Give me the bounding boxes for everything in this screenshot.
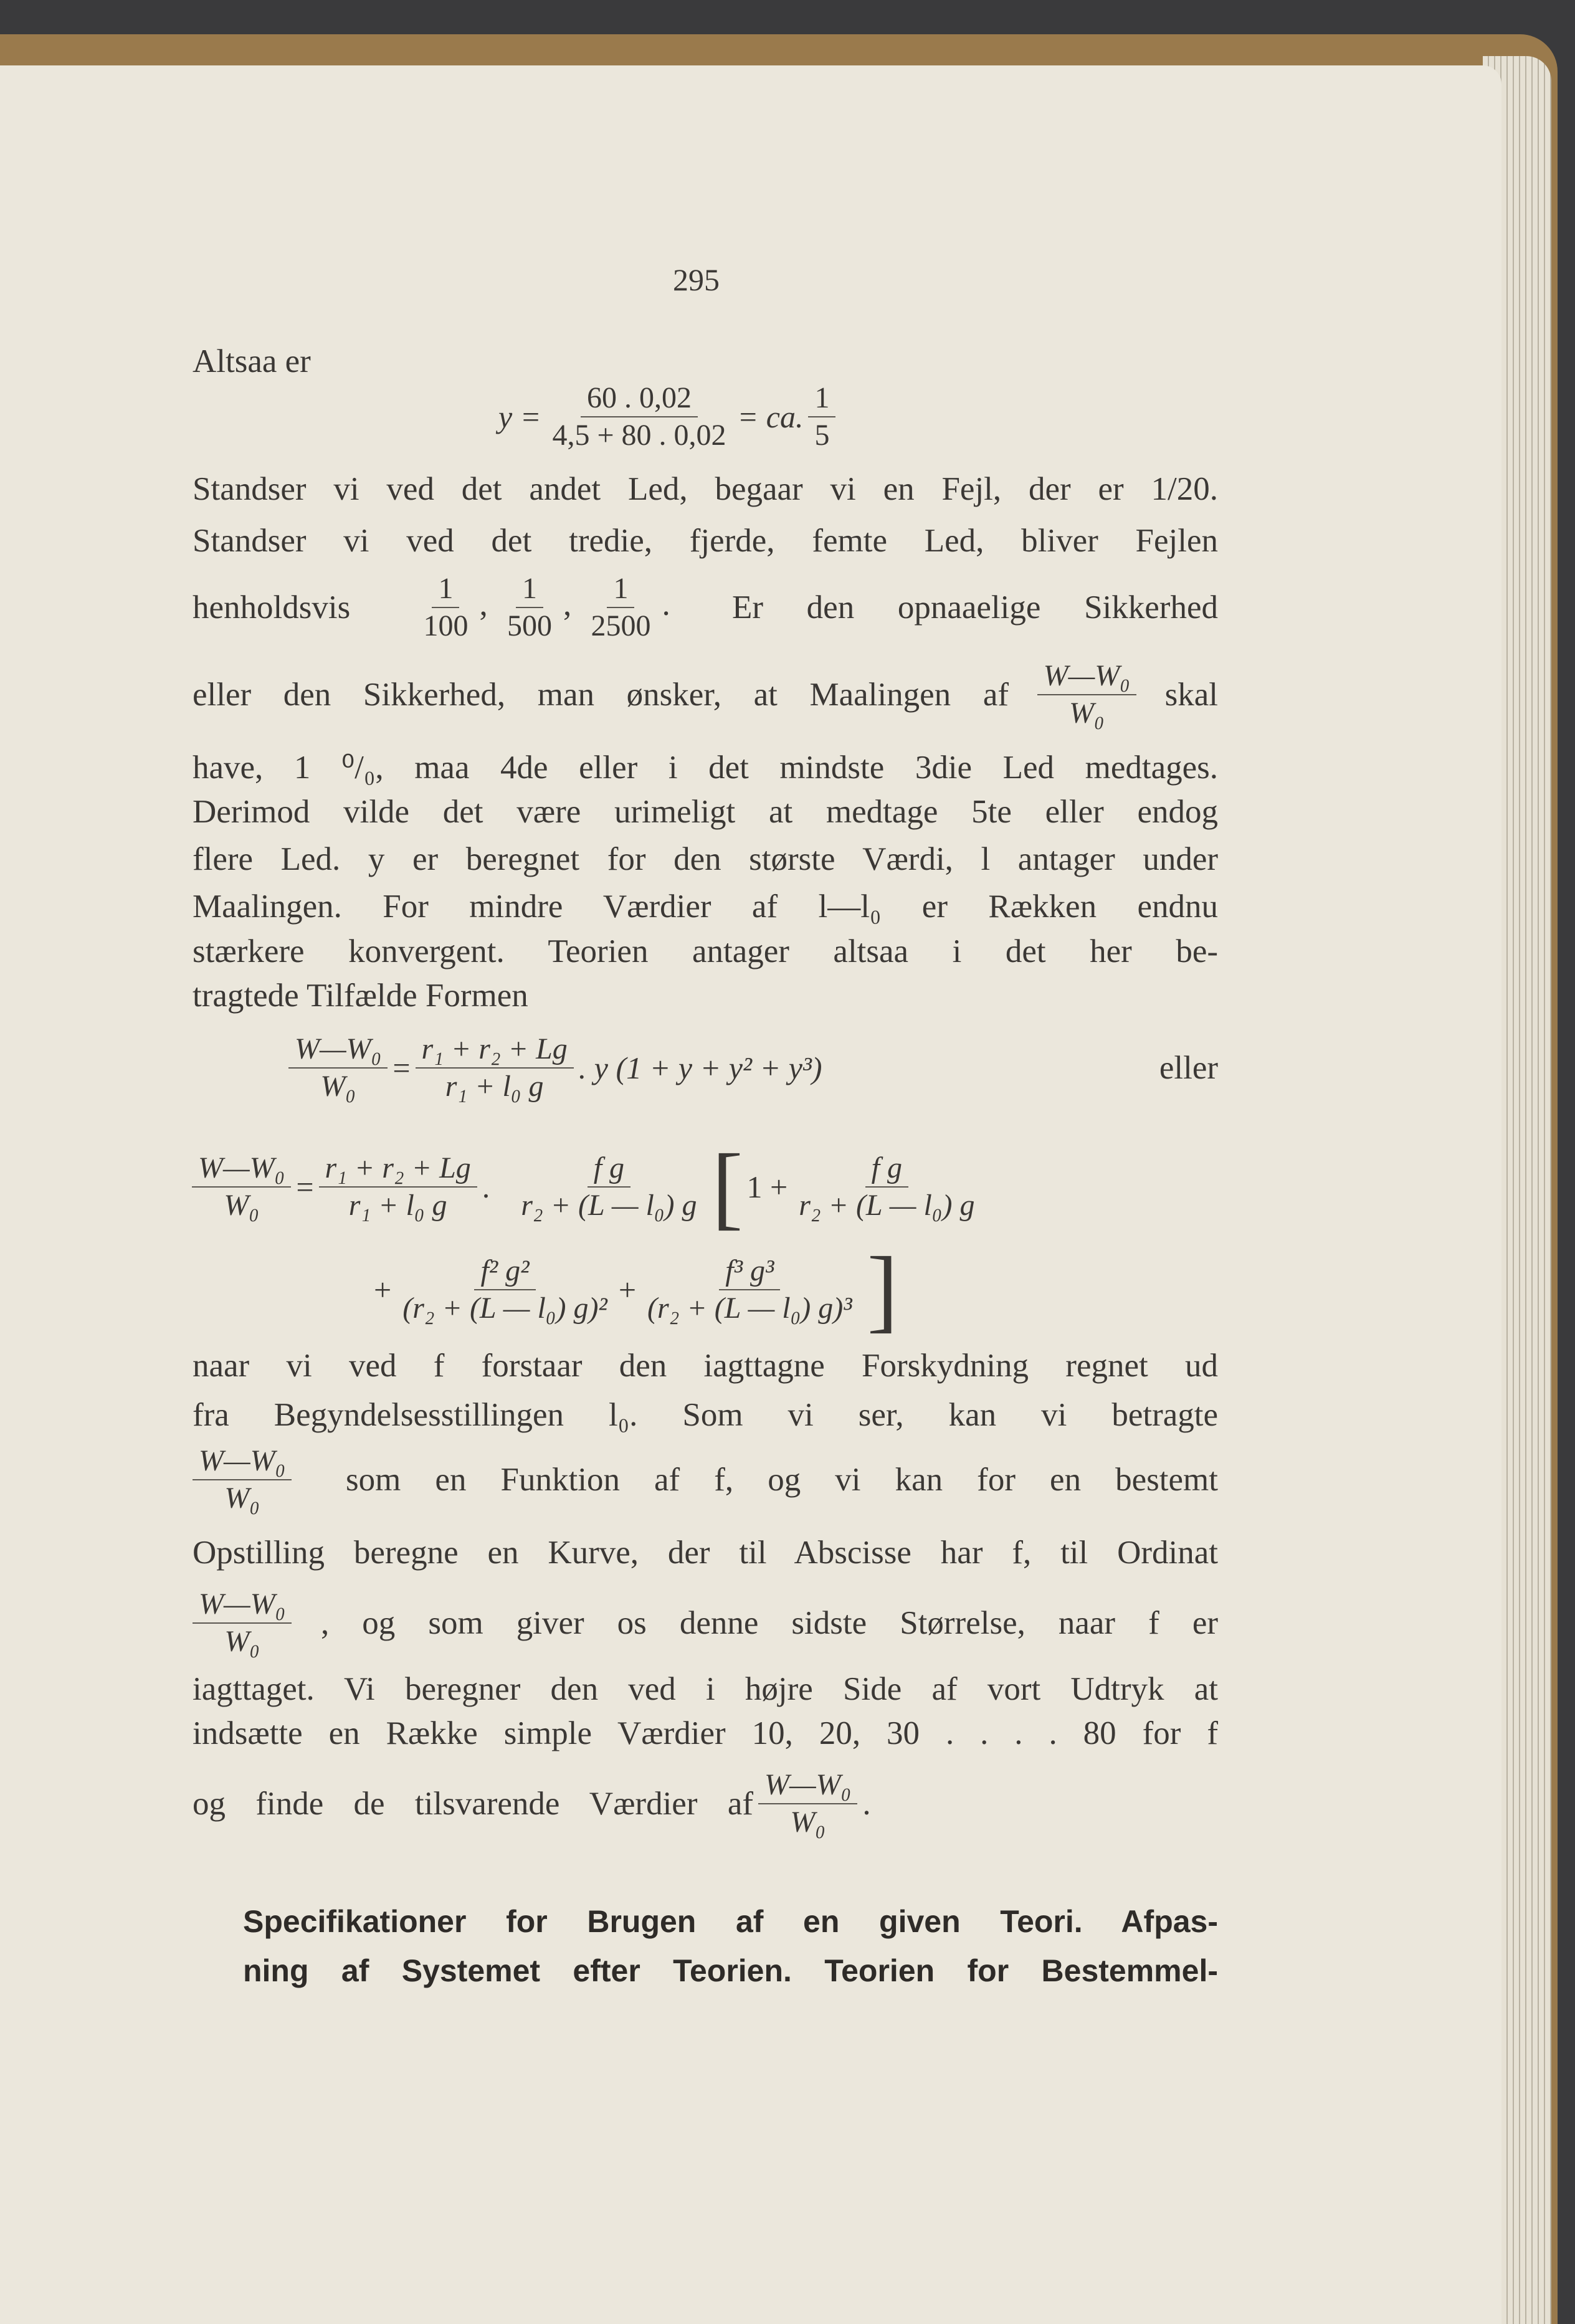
text-line: fra Begyndelsesstillingen l₀. Som vi ser, kan vi betragte [193, 1397, 1218, 1433]
text-line: Maalingen. For mindre Værdier af l—l₀ er Rækken endnu [193, 888, 1218, 925]
denominator: 2500 [591, 609, 651, 642]
eq-lhs: y = [498, 399, 541, 434]
fraction [641, 1253, 859, 1326]
denominator: (r₂ + (L — l₀) g)³ [647, 1292, 852, 1325]
right-bracket: ] [867, 1238, 898, 1341]
text: og finde de tilsvarende Værdier af [193, 1786, 753, 1822]
fraction [192, 1150, 291, 1224]
text: , og som giver os denne sidste Størrelse, naar f er [321, 1605, 1218, 1641]
text-line: Derimod vilde det være urimeligt at medtage 5te eller endog [193, 794, 1218, 830]
series: . y (1 + y + y² + y³) [578, 1050, 822, 1085]
numerator: W—W₀ [193, 1443, 292, 1480]
equation-y [498, 380, 840, 454]
fraction [501, 571, 558, 644]
comma: , [479, 586, 488, 623]
fraction [319, 1150, 477, 1224]
numerator: W—W₀ [758, 1767, 857, 1804]
section-heading: Specifikationer for Brugen af en given Teori. Afpas- [243, 1904, 1218, 1939]
fraction [417, 571, 474, 644]
equation-1 [283, 1031, 1218, 1105]
fraction [758, 1767, 857, 1841]
text-line: have, 1 ⁰/₀, maa 4de eller i det mindste 3die Led medtages. [193, 750, 1218, 786]
text: skal [1164, 677, 1218, 713]
section-heading: ning af Systemet efter Teorien. Teorien for Bestemmel- [243, 1953, 1218, 1988]
text-line-funktion [193, 1445, 1218, 1514]
fraction [396, 1253, 614, 1326]
numerator: f g [588, 1150, 630, 1188]
denominator: (r₂ + (L — l₀) g)² [402, 1292, 607, 1325]
numerator: 60 . 0,02 [581, 380, 698, 417]
denominator: r₂ + (L — l₀) g [799, 1189, 975, 1222]
plus: + [618, 1272, 637, 1307]
numerator: 1 [516, 571, 543, 608]
fraction [808, 380, 835, 454]
equation-2 [187, 1135, 986, 1239]
denominator: 100 [423, 609, 469, 642]
fraction [584, 571, 657, 644]
fraction [1037, 658, 1136, 731]
comma: , [563, 586, 572, 623]
numerator: r₁ + r₂ + Lg [319, 1150, 477, 1188]
text-line-last [193, 1769, 1218, 1838]
word: henholdsvis [193, 589, 351, 626]
numerator: W—W₀ [1037, 658, 1136, 695]
plus: + [374, 1272, 392, 1307]
text-line: Standser vi ved det tredie, fjerde, femte Led, bliver Fejlen [193, 523, 1218, 559]
text-line: tragtede Tilfælde Formen [193, 978, 528, 1014]
period: . [862, 1786, 871, 1822]
text-line: iagttaget. Vi beregner den ved i højre Side af vort Udtryk at [193, 1671, 1218, 1707]
denominator: W₀ [224, 1189, 259, 1222]
numerator: W—W₀ [288, 1031, 388, 1069]
denominator: 500 [507, 609, 552, 642]
text-line: naar vi ved f forstaar den iagttagne Forskydning regnet ud [193, 1348, 1218, 1384]
left-bracket: [ [711, 1135, 743, 1239]
text-line: stærkere konvergent. Teorien antager altsaa i det her be- [193, 933, 1218, 969]
equals: = [393, 1050, 411, 1085]
page-number: 295 [673, 262, 720, 297]
text-line-henholdsvis [193, 573, 1218, 642]
numerator: f g [865, 1150, 908, 1188]
numerator: W—W₀ [193, 1586, 292, 1624]
numerator: r₁ + r₂ + Lg [416, 1031, 574, 1069]
numerator: 1 [808, 380, 835, 417]
fraction [193, 1586, 292, 1660]
numerator: f³ g³ [719, 1253, 780, 1290]
denominator: W₀ [224, 1625, 260, 1658]
fraction [515, 1150, 703, 1224]
numerator: f² g² [474, 1253, 535, 1290]
denominator: W₀ [1068, 697, 1105, 730]
fraction [288, 1031, 388, 1105]
text: som en Funktion af f, og vi kan for en bestemt [346, 1462, 1218, 1498]
dot: . [482, 1169, 490, 1204]
text: Er den opnaaelige Sikkerhed [731, 589, 1218, 626]
text-line-eller [193, 660, 1218, 729]
denominator: r₂ + (L — l₀) g [521, 1189, 697, 1222]
text-line: Altsaa er [193, 343, 311, 379]
denominator: 5 [814, 419, 830, 452]
text-line: flere Led. y er beregnet for den største Værdi, l antager under [193, 841, 1218, 877]
numerator: W—W₀ [192, 1150, 291, 1188]
denominator: 4,5 + 80 . 0,02 [552, 419, 726, 452]
denominator: r₁ + l₀ g [348, 1189, 447, 1222]
term: 1 + [746, 1169, 788, 1204]
fraction [193, 1443, 292, 1517]
eq-mid: = ca. [737, 399, 804, 434]
text: eller den Sikkerhed, man ønsker, at Maalingen af [193, 677, 1009, 713]
equals: = [296, 1169, 314, 1204]
text-line: Opstilling beregne en Kurve, der til Abscisse har f, til Ordinat [193, 1535, 1218, 1571]
equation-3 [374, 1238, 902, 1341]
period: . [662, 586, 670, 623]
text-line: indsætte en Række simple Værdier 10, 20, 30 . . . . 80 for f [193, 1715, 1218, 1751]
numerator: 1 [432, 571, 459, 608]
text-line: Standser vi ved det andet Led, begaar vi en Fejl, der er 1/20. [193, 471, 1218, 507]
fraction [546, 380, 732, 454]
fraction [416, 1031, 574, 1105]
text: eller [1159, 1050, 1218, 1086]
denominator: r₁ + l₀ g [445, 1070, 544, 1103]
text-line-og [193, 1589, 1218, 1657]
fraction [792, 1150, 981, 1224]
denominator: W₀ [224, 1482, 260, 1515]
denominator: W₀ [320, 1070, 356, 1103]
denominator: W₀ [790, 1806, 826, 1839]
numerator: 1 [607, 571, 634, 608]
